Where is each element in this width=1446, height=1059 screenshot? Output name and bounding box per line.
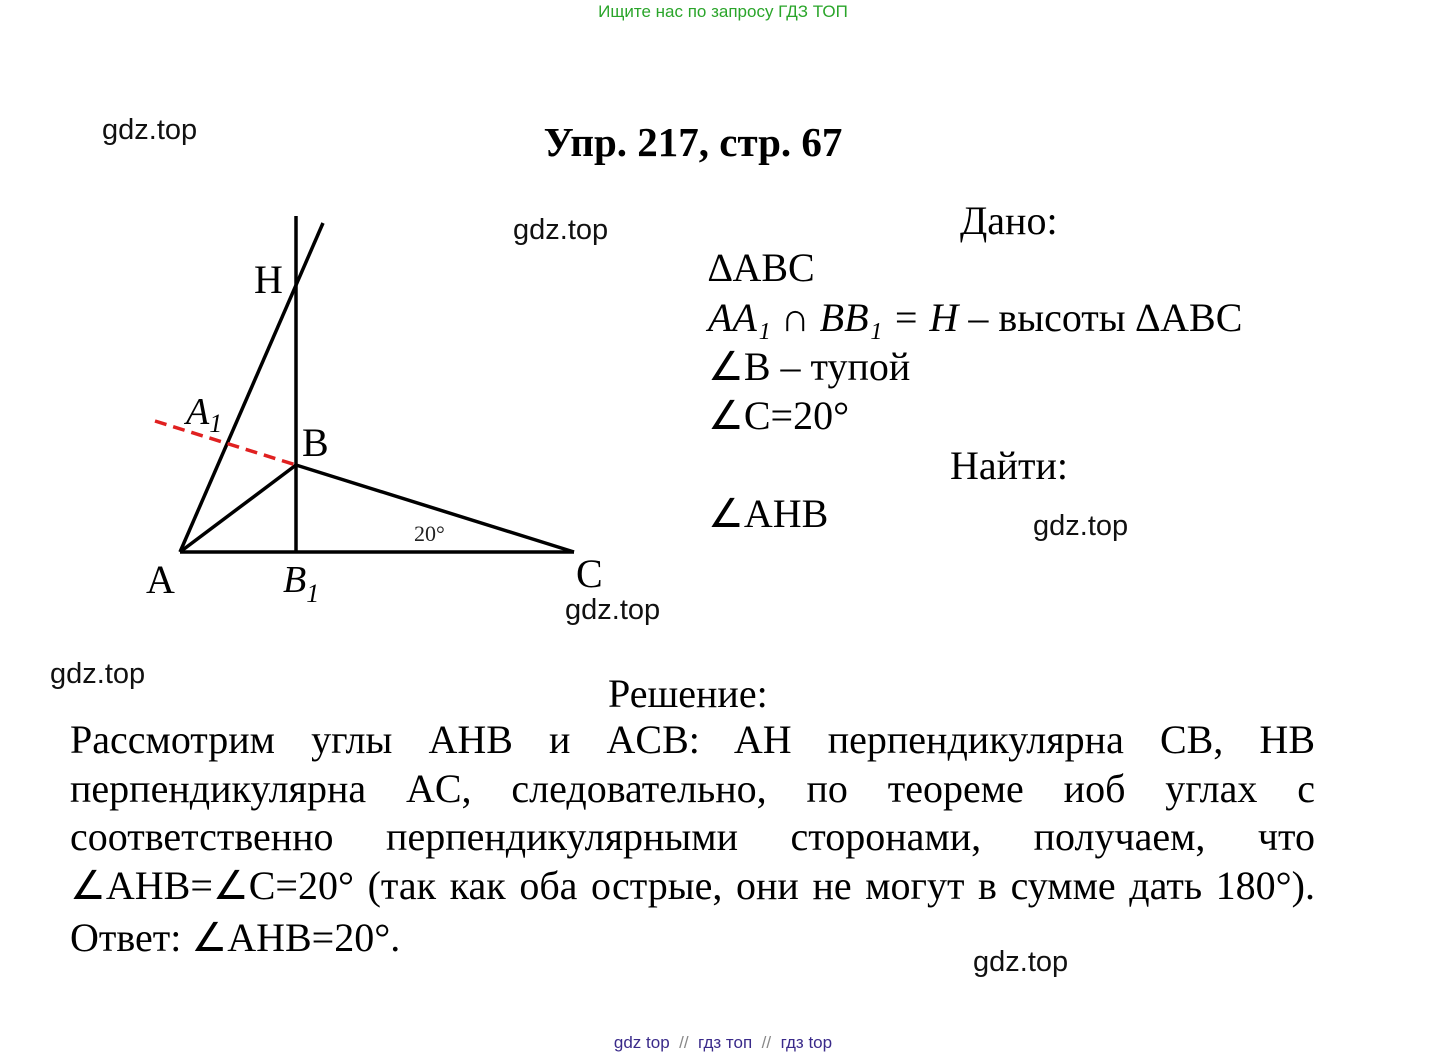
watermark: gdz.top	[1033, 510, 1129, 542]
solution-line-1: Рассмотрим углы AHB и ACB: AH перпендикулярна CB, HB	[70, 717, 1315, 762]
given-line-2-math: AA₁ ∩ BB₁ = H	[708, 295, 959, 340]
label-b1: $B_1$	[283, 559, 320, 608]
top-banner[interactable]: Ищите нас по запросу ГДЗ ТОП	[598, 2, 848, 21]
given-line-3: ∠B – тупой	[708, 344, 911, 389]
footer-link-gdz-top-mixed[interactable]: гдз top	[780, 1033, 833, 1052]
label-h: H	[254, 257, 283, 302]
given-heading: Дано:	[960, 198, 1058, 243]
label-a1: $A_1$	[186, 391, 223, 438]
footer-link-gdz-top-ru[interactable]: гдз топ	[698, 1033, 753, 1052]
watermark: gdz.top	[973, 946, 1069, 978]
solution-text	[70, 716, 1315, 910]
solution-heading: Решение:	[608, 671, 768, 716]
watermark: gdz.top	[102, 114, 198, 146]
solution-line-3: соответственно перпендикулярными сторонами, получаем, что	[70, 814, 1315, 859]
watermark: gdz.top	[513, 214, 609, 246]
footer-links	[0, 1033, 1446, 1053]
page-title: Упр. 217, стр. 67	[543, 119, 843, 165]
given-line-1: ∆ABC	[708, 245, 815, 290]
solution-line-4: ∠AHB=∠C=20° (так как оба острые, они не могут в сумме дать 180°).	[70, 862, 1315, 908]
label-a: A	[146, 557, 175, 602]
watermark: gdz.top	[50, 658, 146, 690]
footer-separator: //	[679, 1033, 689, 1052]
given-line-4: ∠C=20°	[708, 393, 850, 438]
line-a-h	[180, 223, 323, 552]
footer-link-gdz-top[interactable]: gdz top	[613, 1033, 670, 1052]
watermark: gdz.top	[565, 594, 661, 626]
solution-line-2: перпендикулярна AC, следовательно, по теореме иоб углах с	[70, 765, 1315, 811]
find-heading: Найти:	[950, 443, 1069, 488]
given-line-2	[708, 294, 1242, 341]
label-b: B	[302, 420, 329, 465]
given-line-2-text: – высоты ∆ABC	[958, 295, 1243, 340]
find-line-1: ∠AHB	[708, 491, 829, 536]
triangle-figure	[0, 0, 720, 640]
answer: Ответ: ∠AHB=20°.	[70, 915, 401, 960]
label-c: C	[576, 551, 603, 596]
angle-label: 20°	[414, 521, 445, 546]
footer-separator: //	[761, 1033, 772, 1052]
